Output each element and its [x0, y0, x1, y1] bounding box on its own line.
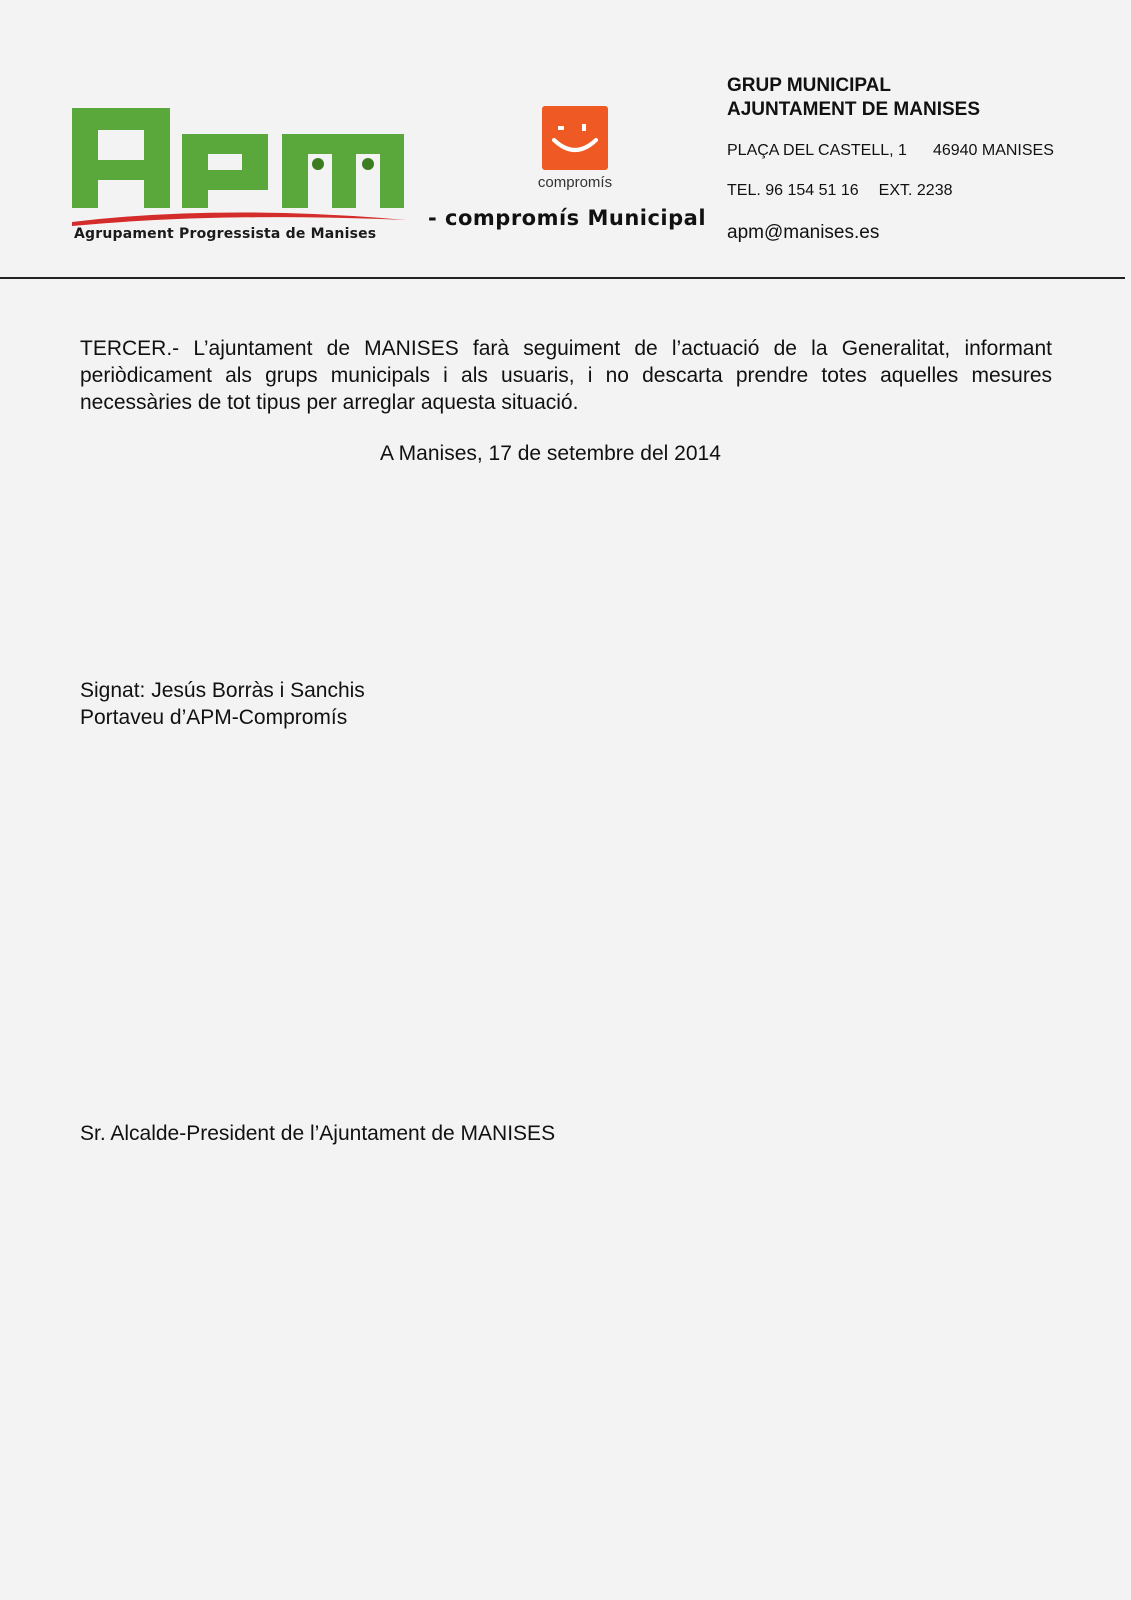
signer-role: Portaveu d’APM-Compromís	[80, 706, 348, 729]
letterhead	[0, 0, 1131, 280]
apm-logo	[72, 108, 417, 248]
date-line: A Manises, 17 de setembre del 2014	[380, 442, 721, 465]
email-address: apm@manises.es	[727, 222, 880, 243]
phone-number: TEL. 96 154 51 16	[727, 182, 859, 199]
signature-block	[80, 677, 365, 731]
address-city: 46940 MANISES	[932, 142, 1054, 159]
compromis-logo	[520, 104, 630, 196]
recipient: Sr. Alcalde-President de l’Ajuntament de MANISES	[80, 1122, 556, 1145]
apm-tagline: Agrupament Progressista de Manises	[74, 226, 377, 242]
resolution-paragraph: TERCER.- L’ajuntament de MANISES farà seguiment de l’actuació de la Generalitat, informant periòdicament als grups municipals i als usuaris, i no descarta prendre totes aquelles mesures necessàries de tot tipus per arreglar aquesta situació.	[80, 337, 1052, 414]
group-title: GRUP MUNICIPAL	[727, 75, 891, 96]
contact-block	[727, 74, 1107, 243]
group-subtitle: AJUNTAMENT DE MANISES	[727, 99, 980, 120]
compromis-municipal-label: - compromís Municipal	[428, 206, 707, 230]
address	[727, 142, 1054, 160]
signed-by: Signat: Jesús Borràs i Sanchis	[80, 679, 365, 702]
phone-line	[727, 182, 952, 200]
header-divider	[0, 277, 1125, 279]
address-street: PLAÇA DEL CASTELL, 1	[727, 142, 907, 159]
smile-icon	[542, 106, 608, 170]
compromis-wordmark: compromís	[537, 174, 613, 191]
phone-extension: EXT. 2238	[878, 182, 953, 199]
apm-logo-graphic	[72, 108, 417, 228]
